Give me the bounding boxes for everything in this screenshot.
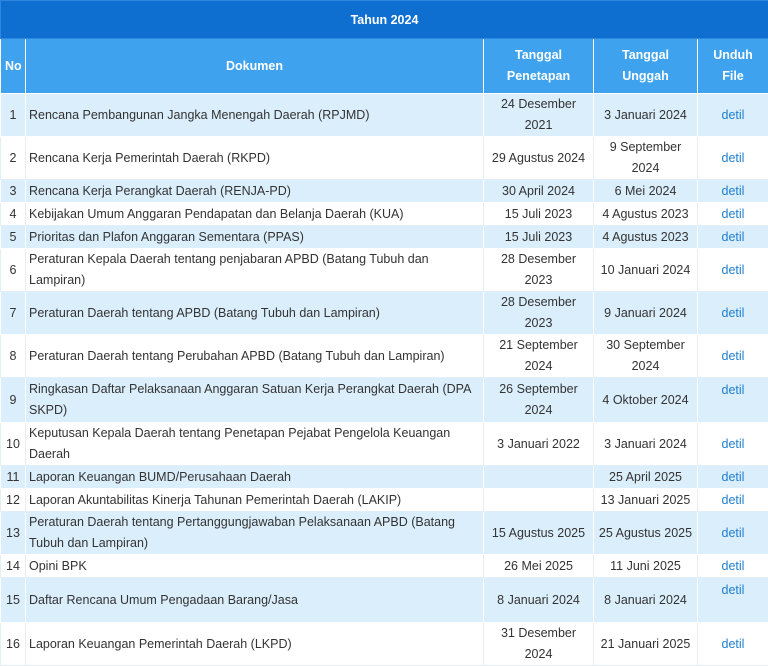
column-header-tanggal-unggah: Tanggal Unggah (594, 39, 698, 94)
date-unggah: 30 September 2024 (594, 335, 698, 378)
row-number: 12 (1, 489, 26, 512)
date-unggah: 21 Januari 2025 (594, 623, 698, 666)
detil-link[interactable]: detil (722, 470, 745, 484)
detil-link[interactable]: detil (722, 583, 745, 597)
table-row (1, 555, 768, 578)
detil-link[interactable]: detil (722, 637, 745, 651)
document-name: Keputusan Kepala Daerah tentang Penetapan Pejabat Pengelola Keuangan Daerah (26, 423, 484, 466)
date-penetapan: 3 Januari 2022 (484, 423, 594, 466)
detil-link[interactable]: detil (722, 184, 745, 198)
detil-link[interactable]: detil (722, 207, 745, 221)
column-header-tanggal-penetapan: Tanggal Penetapan (484, 39, 594, 94)
download-cell (698, 555, 768, 578)
date-unggah: 25 Agustus 2025 (594, 512, 698, 555)
download-cell (698, 137, 768, 180)
download-cell (698, 466, 768, 489)
download-cell (698, 489, 768, 512)
document-name: Laporan Akuntabilitas Kinerja Tahunan Pemerintah Daerah (LAKIP) (26, 489, 484, 512)
date-penetapan: 8 Januari 2024 (484, 578, 594, 623)
date-penetapan: 28 Desember 2023 (484, 292, 594, 335)
download-cell (698, 378, 768, 423)
download-cell (698, 292, 768, 335)
date-penetapan: 31 Desember 2024 (484, 623, 594, 666)
date-penetapan: 26 Mei 2025 (484, 555, 594, 578)
table-row (1, 489, 768, 512)
row-number: 13 (1, 512, 26, 555)
table-header-row (1, 39, 768, 94)
row-number: 7 (1, 292, 26, 335)
row-number: 15 (1, 578, 26, 623)
document-name: Laporan Keuangan Pemerintah Daerah (LKPD) (26, 623, 484, 666)
detil-link[interactable]: detil (722, 526, 745, 540)
download-cell (698, 623, 768, 666)
document-name: Peraturan Daerah tentang Pertanggungjawaban Pelaksanaan APBD (Batang Tubuh dan Lampiran) (26, 512, 484, 555)
detil-link[interactable]: detil (722, 151, 745, 165)
table-row (1, 203, 768, 226)
date-unggah: 4 Agustus 2023 (594, 203, 698, 226)
table-row (1, 249, 768, 292)
row-number: 9 (1, 378, 26, 423)
document-name: Peraturan Kepala Daerah tentang penjabaran APBD (Batang Tubuh dan Lampiran) (26, 249, 484, 292)
download-cell (698, 578, 768, 623)
document-name: Daftar Rencana Umum Pengadaan Barang/Jasa (26, 578, 484, 623)
table-row (1, 512, 768, 555)
download-cell (698, 335, 768, 378)
table-body (1, 94, 768, 666)
row-number: 5 (1, 226, 26, 249)
table-row (1, 578, 768, 623)
document-name: Kebijakan Umum Anggaran Pendapatan dan Belanja Daerah (KUA) (26, 203, 484, 226)
detil-link[interactable]: detil (722, 108, 745, 122)
document-name: Opini BPK (26, 555, 484, 578)
document-name: Laporan Keuangan BUMD/Perusahaan Daerah (26, 466, 484, 489)
table-row (1, 292, 768, 335)
detil-link[interactable]: detil (722, 230, 745, 244)
document-name: Rencana Pembangunan Jangka Menengah Daerah (RPJMD) (26, 94, 484, 137)
date-penetapan: 15 Agustus 2025 (484, 512, 594, 555)
row-number: 11 (1, 466, 26, 489)
date-penetapan: 29 Agustus 2024 (484, 137, 594, 180)
date-penetapan: 15 Juli 2023 (484, 226, 594, 249)
date-penetapan: 24 Desember 2021 (484, 94, 594, 137)
download-cell (698, 512, 768, 555)
detil-link[interactable]: detil (722, 306, 745, 320)
column-header-no: No (1, 39, 26, 94)
date-unggah: 25 April 2025 (594, 466, 698, 489)
download-cell (698, 180, 768, 203)
detil-link[interactable]: detil (722, 263, 745, 277)
column-header-dokumen: Dokumen (26, 39, 484, 94)
date-unggah: 8 Januari 2024 (594, 578, 698, 623)
download-cell (698, 94, 768, 137)
detil-link[interactable]: detil (722, 383, 745, 397)
document-name: Ringkasan Daftar Pelaksanaan Anggaran Satuan Kerja Perangkat Daerah (DPA SKPD) (26, 378, 484, 423)
table-row (1, 137, 768, 180)
date-unggah: 6 Mei 2024 (594, 180, 698, 203)
date-unggah: 10 Januari 2024 (594, 249, 698, 292)
date-unggah: 3 Januari 2024 (594, 94, 698, 137)
date-penetapan: 30 April 2024 (484, 180, 594, 203)
date-unggah: 13 Januari 2025 (594, 489, 698, 512)
document-name: Rencana Kerja Perangkat Daerah (RENJA-PD) (26, 180, 484, 203)
date-unggah: 11 Juni 2025 (594, 555, 698, 578)
date-unggah: 4 Oktober 2024 (594, 378, 698, 423)
download-cell (698, 203, 768, 226)
row-number: 4 (1, 203, 26, 226)
table-row (1, 180, 768, 203)
date-penetapan: 15 Juli 2023 (484, 203, 594, 226)
table-row (1, 623, 768, 666)
row-number: 6 (1, 249, 26, 292)
date-unggah: 3 Januari 2024 (594, 423, 698, 466)
table-title-row (1, 1, 768, 39)
date-penetapan: 21 September 2024 (484, 335, 594, 378)
column-header-unduh-file: Unduh File (698, 39, 768, 94)
table-row (1, 466, 768, 489)
download-cell (698, 249, 768, 292)
document-name: Peraturan Daerah tentang APBD (Batang Tubuh dan Lampiran) (26, 292, 484, 335)
download-cell (698, 226, 768, 249)
row-number: 3 (1, 180, 26, 203)
date-unggah: 9 September 2024 (594, 137, 698, 180)
table-row (1, 226, 768, 249)
table-row (1, 335, 768, 378)
detil-link[interactable]: detil (722, 493, 745, 507)
date-unggah: 4 Agustus 2023 (594, 226, 698, 249)
row-number: 14 (1, 555, 26, 578)
date-penetapan: 26 September 2024 (484, 378, 594, 423)
date-penetapan: 28 Desember 2023 (484, 249, 594, 292)
detil-link[interactable]: detil (722, 349, 745, 363)
row-number: 1 (1, 94, 26, 137)
table-title: Tahun 2024 (1, 1, 768, 39)
download-cell (698, 423, 768, 466)
document-name: Prioritas dan Plafon Anggaran Sementara (PPAS) (26, 226, 484, 249)
table-row (1, 378, 768, 423)
document-name: Rencana Kerja Pemerintah Daerah (RKPD) (26, 137, 484, 180)
table-row (1, 423, 768, 466)
table-row (1, 94, 768, 137)
row-number: 2 (1, 137, 26, 180)
date-penetapan (484, 466, 594, 489)
date-penetapan (484, 489, 594, 512)
row-number: 16 (1, 623, 26, 666)
row-number: 8 (1, 335, 26, 378)
detil-link[interactable]: detil (722, 437, 745, 451)
document-name: Peraturan Daerah tentang Perubahan APBD (Batang Tubuh dan Lampiran) (26, 335, 484, 378)
detil-link[interactable]: detil (722, 559, 745, 573)
date-unggah: 9 Januari 2024 (594, 292, 698, 335)
row-number: 10 (1, 423, 26, 466)
